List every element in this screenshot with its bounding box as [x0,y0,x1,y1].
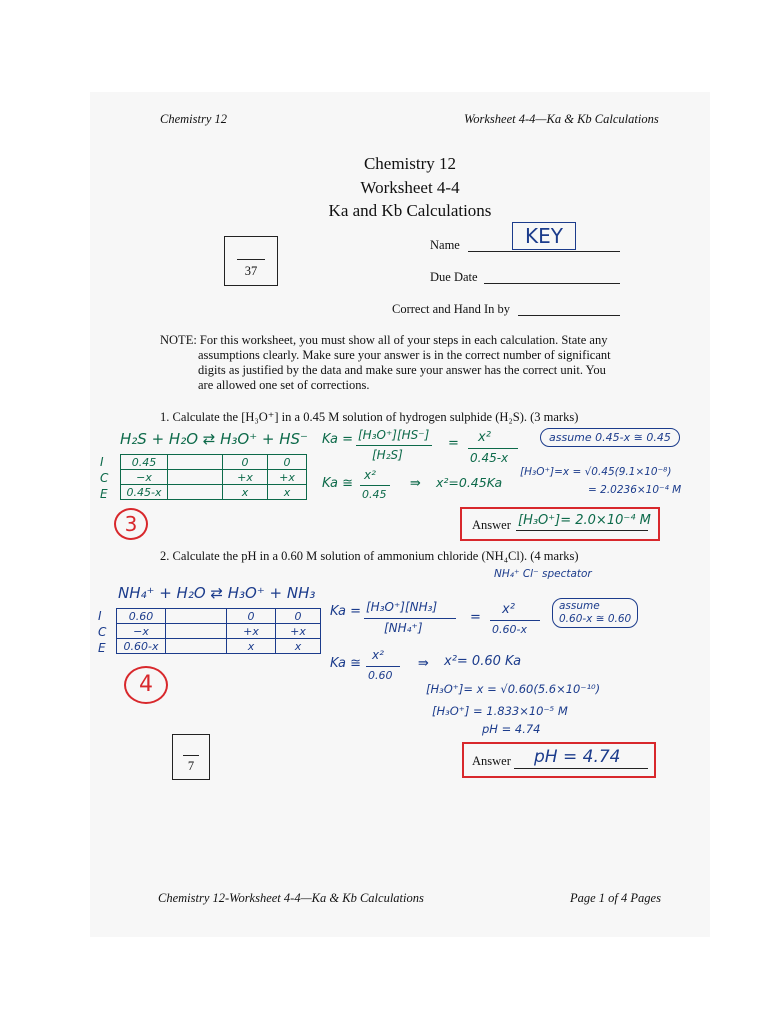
q2-den1: 0.60-x [492,623,527,636]
q2-x2: x² [502,602,515,617]
q2-ice-labels: I C E [98,609,107,655]
q1-ka-den: [H₂S] [372,448,403,462]
q1-eq-sign: = [448,436,459,451]
q1-ka-num: [H₃O⁺][HS⁻] [358,428,430,442]
note-line3: digits as justified by the data and make sure your answer has the correct unit. You [198,363,606,377]
q1-ice-labels: I C E [100,455,109,501]
q2-marks: 4 [124,666,168,704]
correct-label: Correct and Hand In by [392,302,511,316]
due-date-line [484,283,620,284]
footer-left: Chemistry 12-Worksheet 4-4—Ka & Kb Calculations [158,891,424,905]
q2-text: 2. Calculate the pH in a 0.60 M solution of ammonium chloride (NH₄Cl). (4 marks) [160,549,579,563]
q2-score-box [172,734,210,780]
q1-answer-label: Answer [472,518,511,532]
footer-right: Page 1 of 4 Pages [570,891,661,905]
q1-answer-box [460,507,660,541]
q1-ka-approx-den: 0.45 [362,488,387,501]
q2-ice-table: 0.60 0 0 −x +x +x 0.60-x x x [116,608,321,654]
q1-arrow: ⇛ [410,476,421,491]
note-line1: NOTE: For this worksheet, you must show all of your steps in each calculation. State any [160,333,608,347]
due-date-label: Due Date [430,270,478,284]
q2-x2-eq: x²= 0.60 Ka [444,654,522,669]
q2-score: 7 [187,759,195,773]
q1-equation: H₂S + H₂O ⇄ H₃O⁺ + HS⁻ [120,430,308,448]
q2-ka-den: [NH₄⁺] [384,621,423,635]
name-line [468,251,620,252]
name-value: KEY [512,222,576,250]
q1-marks: 3 [114,508,148,540]
title-line2: Worksheet 4-4 [360,178,460,197]
q1-assumption: assume 0.45-x ≅ 0.45 [540,428,680,447]
q2-ph-val: pH = 4.74 [482,722,541,736]
q1-h3o-val: = 2.0236×10⁻⁴ M [588,484,682,496]
q2-assumption-l1: assume [559,600,600,612]
q2-eq-sign: = [470,610,481,625]
q2-ka-symbol: Ka = [330,604,362,619]
q2-assumption-l2: 0.60-x ≅ 0.60 [559,613,632,625]
q2-arrow: ⇛ [418,656,429,671]
q1-den1: 0.45-x [470,451,509,465]
q2-ka-approx-den: 0.60 [368,669,393,682]
q2-answer-value: pH = 4.74 [534,747,621,767]
header-left: Chemistry 12 [160,112,228,126]
note-line4: are allowed one set of corrections. [198,378,370,392]
title-line1: Chemistry 12 [363,154,457,173]
q1-x2: x² [478,430,491,445]
q1-ka-symbol: Ka = [322,432,354,447]
q1-answer-value: [H₃O⁺]= 2.0×10⁻⁴ M [518,513,651,528]
q1-h3o-eq: [H₃O⁺]=x = √0.45(9.1×10⁻⁸) [520,466,672,478]
q2-assumption [552,598,638,628]
note-line2: assumptions clearly. Make sure your answer is in the correct number of significant [198,348,611,362]
q1-x2-eq: x²=0.45Ka [436,475,503,490]
name-label: Name [430,238,460,252]
q2-ka-approx-num: x² [372,648,384,662]
q2-answer-label: Answer [472,754,511,768]
correct-line [518,315,620,316]
q2-equation: NH₄⁺ + H₂O ⇄ H₃O⁺ + NH₃ [118,584,316,602]
q1-ka-approx-symbol: Ka ≅ [322,476,354,491]
total-score-box [224,236,278,286]
q1-ka-approx-num: x² [364,468,376,482]
q2-ka-num: [H₃O⁺][NH₃] [366,600,438,614]
q2-h3o-eq: [H₃O⁺]= x = √0.60(5.6×10⁻¹⁰) [426,682,601,696]
q2-h3o-val: [H₃O⁺] = 1.833×10⁻⁵ M [432,704,568,718]
q2-answer-box [462,742,656,778]
q2-ka-approx-symbol: Ka ≅ [330,656,362,671]
total-score: 37 [244,264,258,278]
title-line3: Ka and Kb Calculations [328,201,492,220]
header-right: Worksheet 4-4—Ka & Kb Calculations [464,112,659,126]
q1-ice-table: 0.45 0 0 −x +x +x 0.45-x x x [120,454,307,500]
q1-text: 1. Calculate the [H₃O⁺] in a 0.45 M solution of hydrogen sulphide (H₂S). (3 marks) [160,410,579,424]
q2-spectator: NH₄⁺ Cl⁻ spectator [494,568,592,580]
